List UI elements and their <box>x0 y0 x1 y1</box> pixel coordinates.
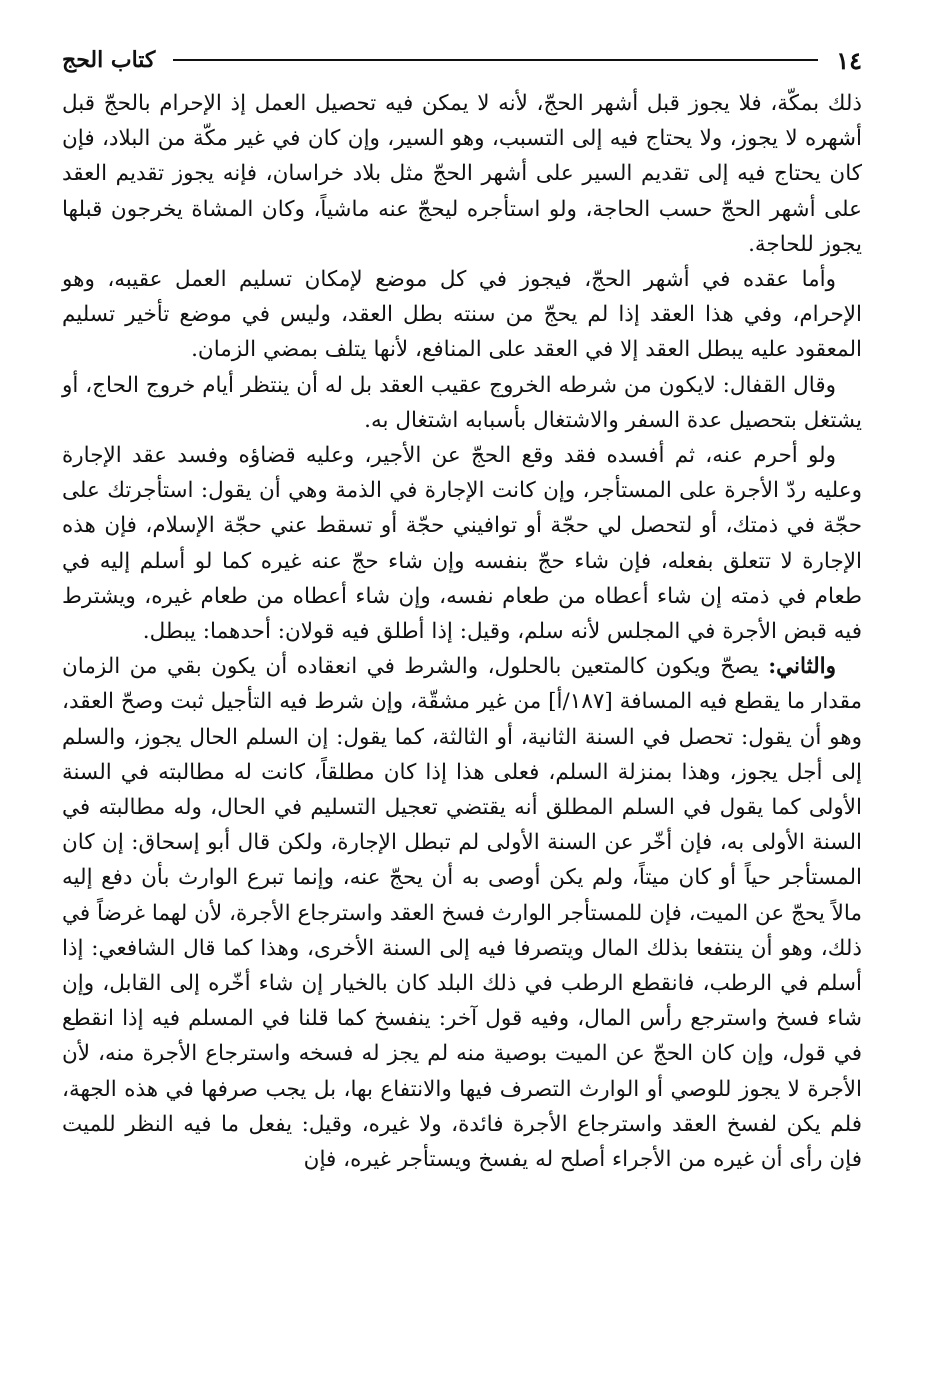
page-body <box>62 86 862 1177</box>
book-page <box>62 40 862 1355</box>
paragraph-lead: والثاني: <box>768 654 836 680</box>
page-header <box>62 40 862 80</box>
page-number: ١٤ <box>836 45 862 75</box>
paragraph-text: وأما عقده في أشهر الحجّ، فيجوز في كل موضع لإمكان تسليم العمل عقيبه، وهو الإحرام، وفي هذا العقد إذا لم يحجّ من سنته بطل العقد، وليس في موضع تأخير تسليم المعقود عليه يبطل العقد إلا في العقد على المنافع، لأنها يتلف بمضي الزمان. <box>62 267 862 363</box>
running-title: كتاب الحج <box>62 47 156 73</box>
paragraph-text: ولو أحرم عنه، ثم أفسده فقد وقع الحجّ عن الأجير، وعليه قضاؤه وفسد عقد الإجارة وعليه ردّ الأجرة على المستأجر، وإن كانت الإجارة في الذمة وهي أن يقول: استأجرتك على حجّة في ذمتك، أو لتحصل لي حجّة أو توافيني حجّة أو تسقط عني حجّة الإسلام، فإن هذه الإجارة لا تتعلق بفعله، فإن شاء حجّ بنفسه وإن شاء حجّ عنه غيره كما لو أسلم إليه في طعام في ذمته إن شاء أعطاه من طعام نفسه، وإن شاء أعطاه من طعام غيره، ويشترط فيه قبض الأجرة في المجلس لأنه سلم، وقيل: إذا أطلق فيه قولان: أحدهما: يبطل. <box>62 443 862 645</box>
header-rule <box>173 59 818 61</box>
paragraph <box>62 368 862 438</box>
paragraph <box>62 649 862 1177</box>
paragraph <box>62 86 862 262</box>
paragraph <box>62 262 862 368</box>
paragraph <box>62 438 862 649</box>
paragraph-text: وقال القفال: لايكون من شرطه الخروج عقيب العقد بل له أن ينتظر أيام خروج الحاج، أو يشتغل بتحصيل عدة السفر والاشتغال بأسبابه اشتغال به. <box>62 372 862 433</box>
paragraph-text: يصحّ ويكون كالمتعين بالحلول، والشرط في انعقاده أن يكون بقي من الزمان مقدار ما يقطع فيه المسافة [١٨٧/أ] من غير مشقّة، وإن شرط فيه التأجيل ثبت وصحّ العقد، وهو أن يقول: تحصل في السنة الثانية، أو الثالثة، كما يقول: إن السلم الحال يجوز، والسلم إلى أجل يجوز، وهذا بمنزلة السلم، فعلى هذا إذا كان مطلقاً، كانت له مطالبته في السنة الأولى كما يقول في السلم المطلق أنه يقتضي تعجيل التسليم في الحال، وله مطالبته في السنة الأولى به، فإن أخّر عن السنة الأولى لم تبطل الإجارة، ولكن قال أبو إسحاق: إن كان المستأجر حياً أو كان ميتاً، ولم يكن أوصى به أن يحجّ عنه، وإنما تبرع الوارث بأن دفع إليه مالاً يحجّ عن الميت، فإن للمستأجر الوارث فسخ العقد واسترجاع الأجرة، لأن لهما غرضاً في ذلك، وهو أن ينتفعا بذلك المال ويتصرفا فيه إلى السنة الأخرى، وهذا كما قال الشافعي: إذا أسلم في الرطب، فانقطع الرطب في ذلك البلد كان بالخيار إن شاء أخّره إلى القابل، وإن شاء فسخ واسترجع رأس المال، وفيه قول آخر: ينفسخ كما قلنا في المسلم فيه إذا انقطع في قول، وإن كان الحجّ عن الميت بوصية منه لم يجز له فسخه واسترجاع الأجرة منه، لأن الأجرة لا يجوز للوصي أو الوارث التصرف فيها والانتفاع بها، بل يجب صرفها في هذه الجهة، فلم يكن لفسخ العقد واسترجاع الأجرة فائدة، ولا غيره، وقيل: يفعل ما فيه النظر للميت فإن رأى أن غيره من الأجراء أصلح له يفسخ ويستأجر غيره، فإن <box>62 654 862 1173</box>
paragraph-text: ذلك بمكّة، فلا يجوز قبل أشهر الحجّ، لأنه لا يمكن فيه تحصيل العمل إذ الإحرام بالحجّ قبل أشهره لا يجوز، ولا يحتاج فيه إلى التسبب، وهو السير، وإن كان في غير مكّة من البلاد، فإن كان يحتاج فيه إلى تقديم السير على أشهر الحجّ مثل بلاد خراسان، فإنه يجوز تقديم العقد على أشهر الحجّ حسب الحاجة، ولو استأجره ليحجّ عنه ماشياً، وكان المشاة يخرجون قبلها يجوز للحاجة. <box>62 91 862 257</box>
